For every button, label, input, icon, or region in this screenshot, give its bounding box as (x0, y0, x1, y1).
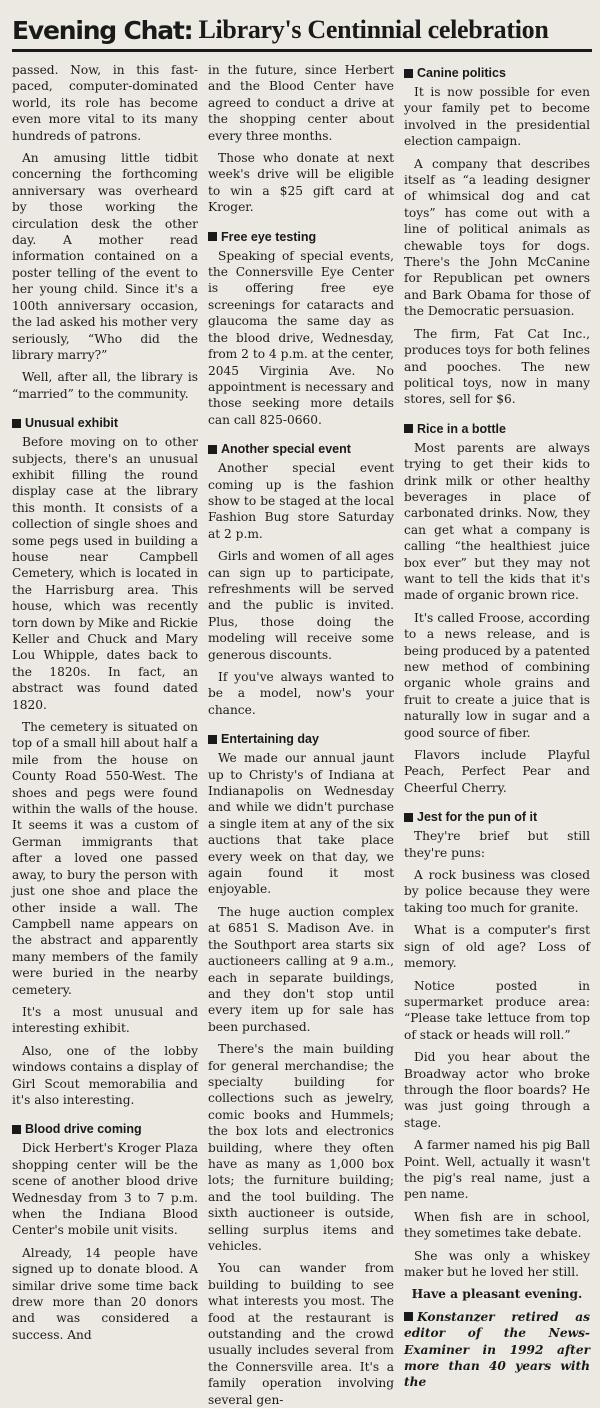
paragraph: They're brief but still they're puns: (404, 829, 590, 860)
bullet-square-icon (404, 69, 413, 78)
paragraph: Most parents are always trying to get their kids to drink milk or other healthy beverages in place of carbonated drinks. Now, they can get what a company is calling “the healthiest juice box ever” but they may not want to tell the kids that it's made of organic brown rice. (404, 440, 590, 603)
bullet-square-icon (404, 813, 413, 822)
paragraph: Already, 14 people have signed up to donate blood. A similar drive some time back drew more than 20 donors and was considered a success. And (12, 1245, 198, 1342)
subhead-rice-in-a-bottle (404, 422, 590, 436)
headline-column-name: Evening Chat: (12, 16, 193, 45)
subhead-label: Unusual exhibit (25, 416, 119, 431)
subhead-blood-drive (12, 1122, 198, 1136)
paragraph: Those who donate at next week's drive will be eligible to win a $25 gift card at Kroger. (208, 151, 394, 215)
paragraph: It is now possible for even your family pet to become involved in the presidential election campaign. (404, 85, 590, 149)
paragraph: If you've always wanted to be a model, now's your chance. (208, 670, 394, 717)
bullet-square-icon (12, 419, 21, 428)
paragraph: passed. Now, in this fast-paced, computer-dominated world, its role has become even more vital to its many hundreds of patrons. (12, 63, 198, 143)
subhead-label: Free eye testing (221, 229, 317, 244)
paragraph: The firm, Fat Cat Inc., produces toys for both felines and pooches. The new political toys, now in many stores, sell for $6. (404, 326, 590, 407)
bullet-square-icon (208, 445, 217, 454)
subhead-label: Rice in a bottle (417, 421, 506, 436)
paragraph: The huge auction complex at 6851 S. Madison Ave. in the Southport area starts six auctioneers calling at 9 a.m., each in separate buildings, and they don't stop until every item up for sale has been purchased. (208, 904, 394, 1034)
paragraph: Did you hear about the Broadway actor who broke through the floor boards? He was just going through a stage. (404, 1050, 590, 1130)
headline (12, 0, 592, 52)
column-2 (208, 62, 394, 1407)
paragraph: Before moving on to other subjects, there's an unusual exhibit filling the round display case at the library this month. It consists of a collection of single shoes and some pegs used in building a house near Campbell Cemetery, which is located in the Harrisburg area. This house, which was recently torn down by Mike and Rickie Keller and Chuck and Mary Lou Whipple, dates back to the 1820s. In fact, an abstract was found dated 1820. (12, 435, 198, 712)
author-note (404, 1309, 590, 1391)
subhead-another-special-event (208, 442, 394, 456)
paragraph: An amusing little tidbit concerning the forthcoming anniversary was overheard by those working the circulation desk the other day. A mother read information contained on a poster telling of the event to her young child. Since it's a 100th anniversary occasion, the lad asked his mother very seriously, “Who did the library marry?” (12, 151, 198, 362)
bullet-square-icon (208, 735, 217, 744)
paragraph: We made our annual jaunt up to Christy's of Indiana at Indianapolis on Wednesday and while we didn't purchase a single item at any of the six auctions that take place every week on that day, we again found it most enjoyable. (208, 751, 394, 897)
paragraph: The cemetery is situated on top of a small hill about half a mile from the house on County Road 550-West. The shoes and pegs were found within the walls of the house. It seems it was a custom of German immigrants that after a loved one passed away, to bury the person with just one shoe and place the other inside a wall. The Campbell name appears on the abstract and apparently many members of the family were buried in the nearby cemetery. (12, 720, 198, 997)
subhead-entertaining-day (208, 732, 394, 746)
paragraph: Speaking of special events, the Connersville Eye Center is offering free eye screenings for cataracts and glaucoma the same day as the blood drive, Wednesday, from 2 to 4 p.m. at the center, 2045 Virginia Ave. No appointment is necessary and those seeking more details can call 825-0660. (208, 248, 394, 427)
paragraph: Dick Herbert's Kroger Plaza shopping center will be the scene of another blood drive Wednesday from 3 to 7 p.m. when the Indiana Blood Center's mobile unit visits. (12, 1141, 198, 1238)
subhead-label: Jest for the pun of it (417, 810, 538, 825)
article-columns (12, 62, 592, 1407)
paragraph: Another special event coming up is the fashion show to be staged at the local Fashion Bug store Saturday at 2 p.m. (208, 461, 394, 541)
headline-title: Library's Centinnial celebration (198, 15, 549, 44)
paragraph: She was only a whiskey maker but he loved her still. (404, 1248, 590, 1279)
paragraph: Flavors include Playful Peach, Perfect Pear and Cheerful Cherry. (404, 748, 590, 795)
subhead-label: Another special event (221, 442, 351, 457)
subhead-label: Entertaining day (221, 732, 319, 747)
subhead-label: Canine politics (417, 66, 506, 80)
subhead-jest-for-the-pun (404, 810, 590, 824)
paragraph: in the future, since Herbert and the Blood Center have agreed to conduct a drive at the shopping center about every three months. (208, 63, 394, 143)
subhead-unusual-exhibit (12, 416, 198, 430)
column-1 (12, 62, 198, 1342)
bullet-square-icon (404, 1312, 413, 1321)
subhead-label: Blood drive coming (25, 1122, 142, 1137)
paragraph: A farmer named his pig Ball Point. Well, actually it wasn't the pig's real name, just a pen name. (404, 1138, 590, 1202)
paragraph: Also, one of the lobby windows contains a display of Girl Scout memorabilia and it's also interesting. (12, 1043, 198, 1107)
paragraph: You can wander from building to building to see what interests you most. The food at the restaurant is outstanding and the crowd usually includes several from the Connersville area. It's a family operation involving several gen- (208, 1261, 394, 1407)
paragraph: Girls and women of all ages can sign up to participate, refreshments will be served and the public is invited. Plus, those doing the modeling will receive some generous discounts. (208, 549, 394, 662)
paragraph: Well, after all, the library is “married” to the community. (12, 370, 198, 401)
author-note-text: Konstanzer retired as editor of the News-Examiner in 1992 after more than 40 years with the (404, 1309, 590, 1390)
paragraph: What is a computer's first sign of old age? Loss of memory. (404, 923, 590, 971)
subhead-free-eye-testing (208, 230, 394, 244)
paragraph: It's a most unusual and interesting exhibit. (12, 1004, 198, 1036)
paragraph: A company that describes itself as “a leading designer of whimsical dog and cat toys” has come out with a line of political animals as chewable toys for dogs. There's the John McCanine for Republican pet owners and Bark Obama for those of the Democratic persuasion. (404, 156, 590, 319)
paragraph: It's called Froose, according to a news release, and is being produced by a patented new method of combining organic whole grains and fruit to create a juice that is naturally low in sugar and a good source of fiber. (404, 610, 590, 740)
paragraph: When fish are in school, they sometimes take debate. (404, 1209, 590, 1241)
paragraph: Notice posted in supermarket produce area: “Please take lettuce from top of stack or heads will roll.” (404, 978, 590, 1042)
bullet-square-icon (208, 232, 217, 241)
bullet-square-icon (404, 424, 413, 433)
sign-off: Have a pleasant evening. (411, 1287, 583, 1302)
bullet-square-icon (12, 1125, 21, 1134)
paragraph: A rock business was closed by police because they were taking too much for granite. (404, 868, 590, 915)
subhead-canine-politics (404, 66, 590, 80)
paragraph: There's the main building for general merchandise; the specialty building for collections such as jewelry, comic books and Hummels; the box lots and electronics building, where they often have as many as 1,000 box lots; the furniture building; and the tool building. The sixth auctioneer is outside, selling surplus items and vehicles. (208, 1042, 394, 1253)
column-3 (404, 62, 590, 1390)
